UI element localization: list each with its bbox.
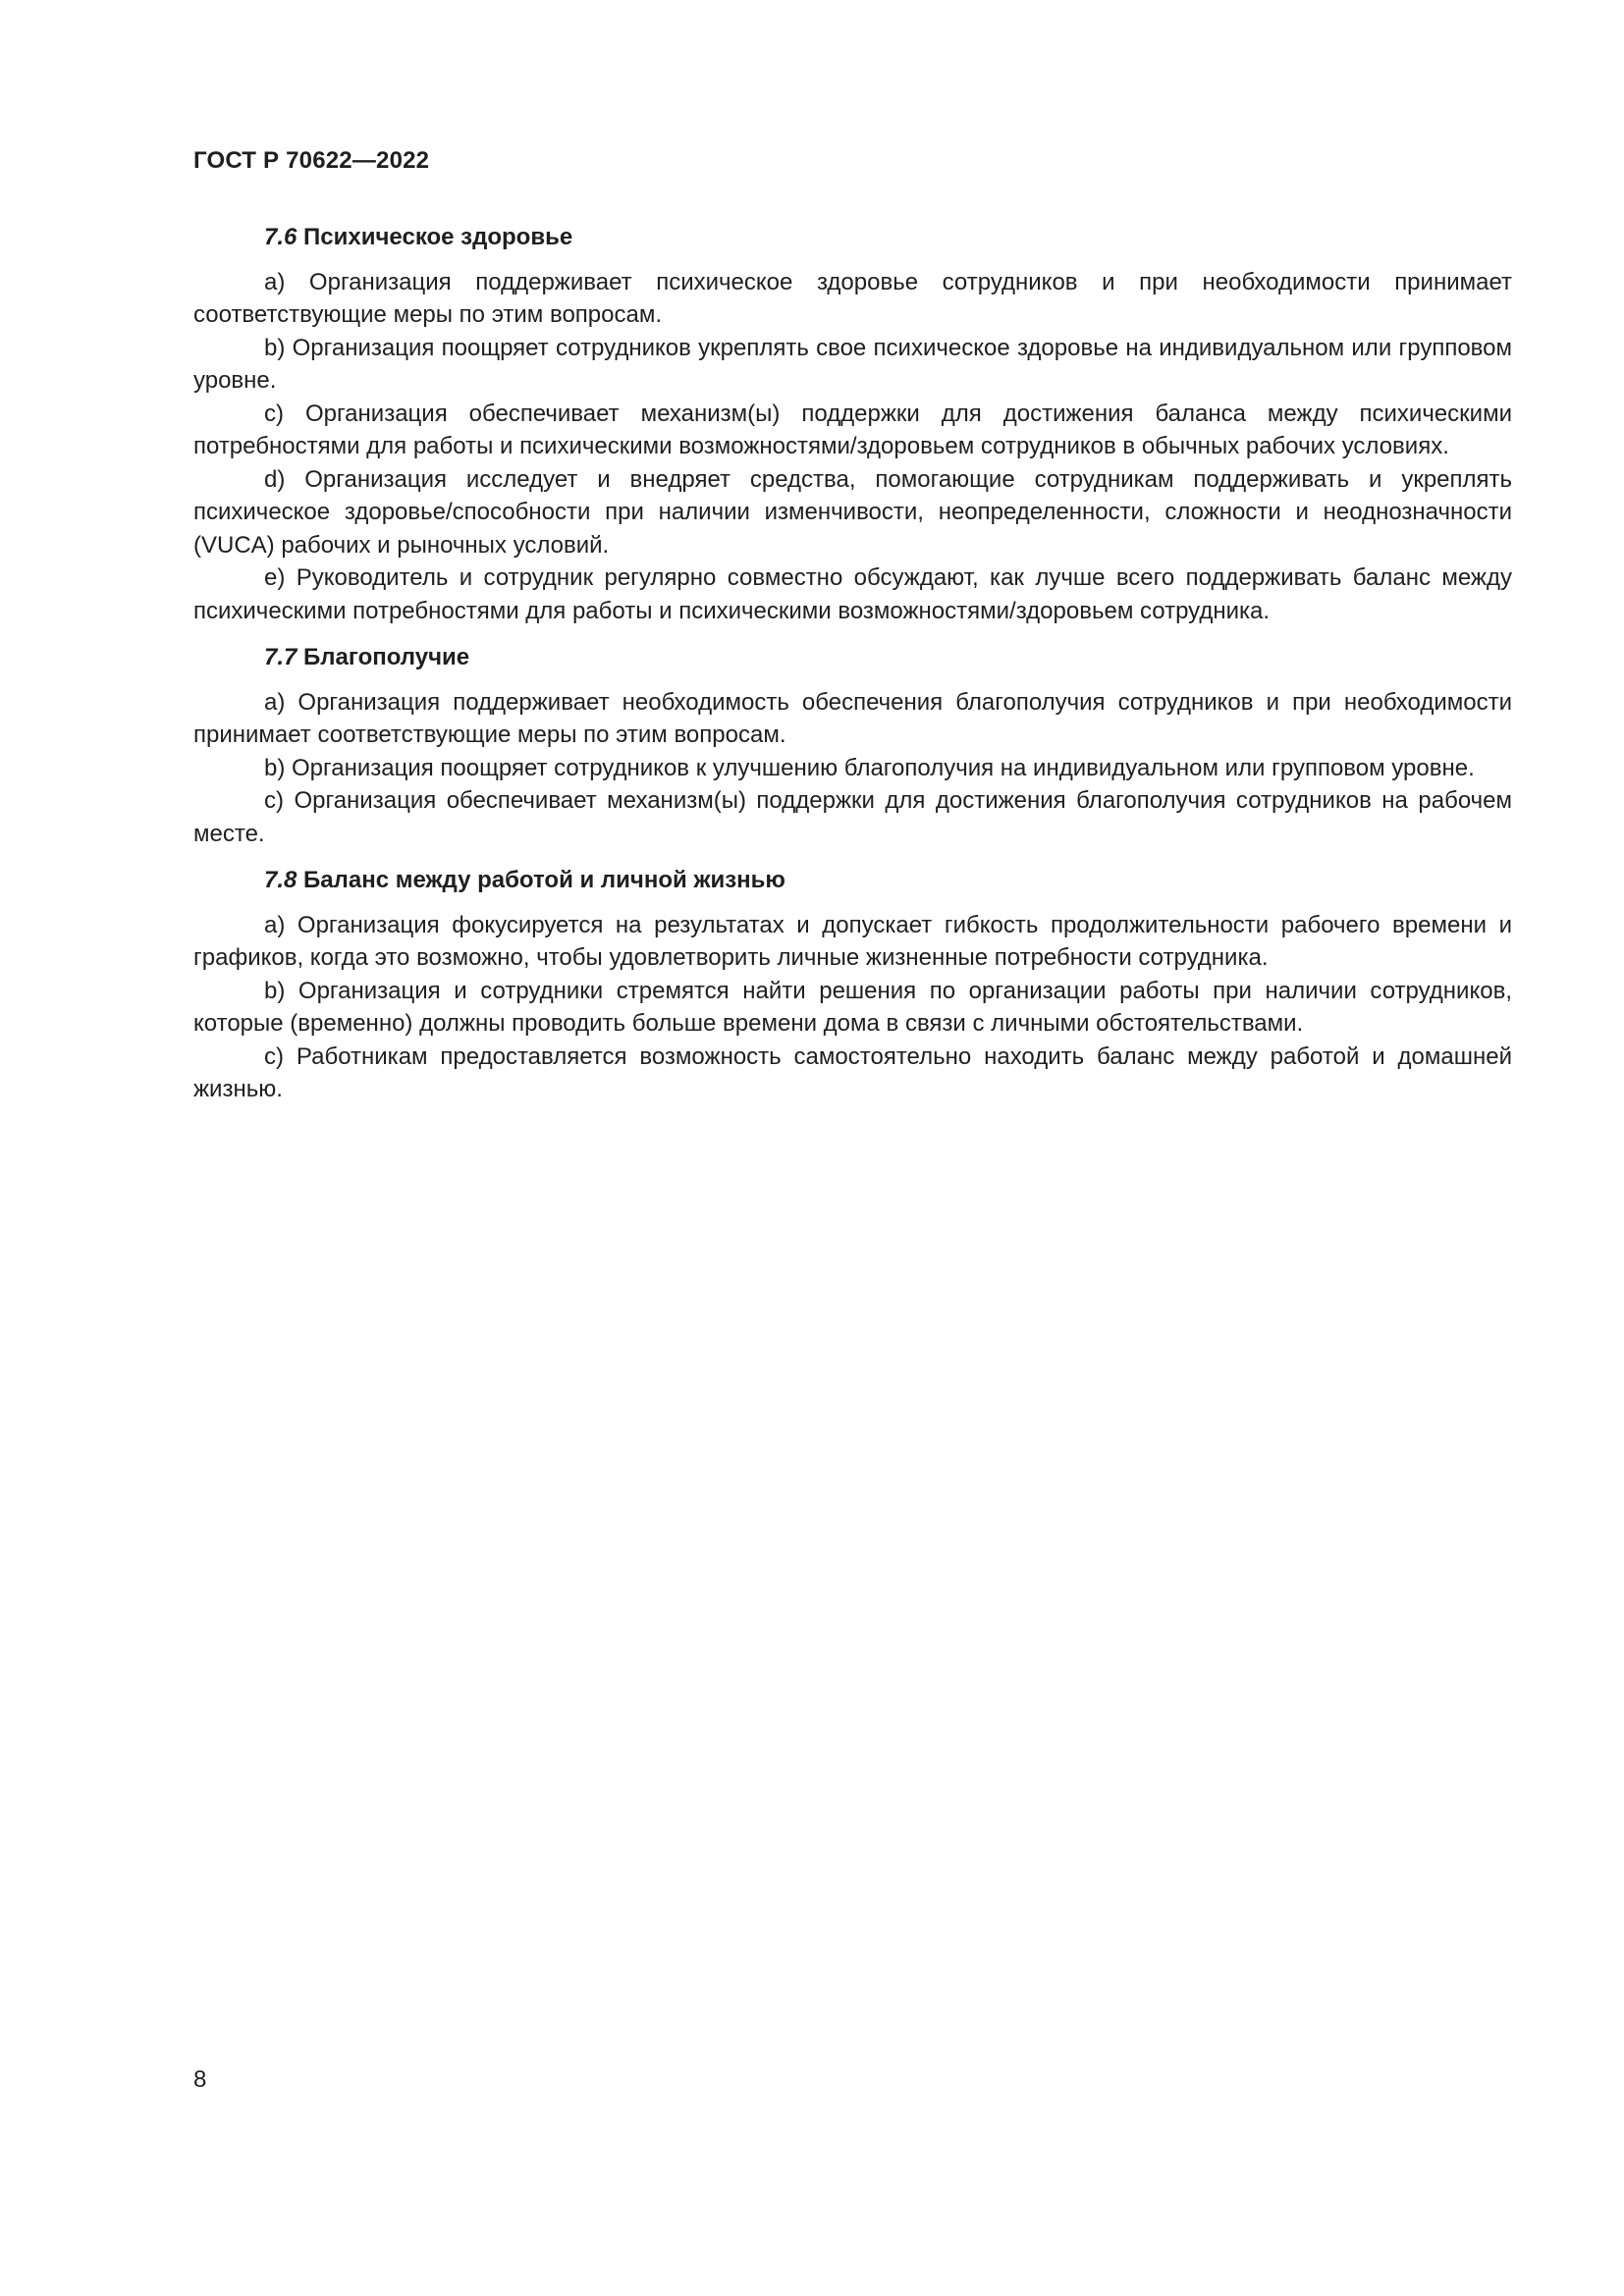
section-heading	[193, 864, 1512, 897]
section-title: Баланс между работой и личной жизнью	[303, 867, 785, 893]
section-heading	[193, 221, 1512, 254]
section-number: 7.6	[264, 224, 298, 250]
section-heading	[193, 641, 1512, 674]
paragraph: а) Организация поддерживает необходимость обеспечения благополучия сотрудников и при необходимости принимает соответствующие меры по этим вопросам.	[193, 688, 1512, 748]
paragraph: с) Работникам предоставляется возможность самостоятельно находить баланс между работой и домашней жизнью.	[193, 1042, 1512, 1102]
section-title: Благополучие	[303, 644, 470, 670]
page-number: 8	[193, 2066, 207, 2093]
paragraph: b) Организация и сотрудники стремятся найти решения по организации работы при наличии сотрудников, которые (временно) должны проводить больше времени дома в связи с личными обстоятельствами.	[193, 977, 1512, 1037]
section-7-7	[193, 641, 1512, 850]
section-7-6	[193, 221, 1512, 627]
section-title: Психическое здоровье	[303, 224, 573, 250]
paragraph: b) Организация поощряет сотрудников к улучшению благополучия на индивидуальном или групповом уровне.	[264, 754, 1475, 781]
paragraph: с) Организация обеспечивает механизм(ы) поддержки для достижения баланса между психическими потребностями для работы и психическими возможностями/здоровьем сотрудников в обычных рабочих условиях.	[193, 400, 1512, 459]
section-number: 7.7	[264, 644, 298, 670]
section-7-8	[193, 864, 1512, 1106]
paragraph: а) Организация поддерживает психическое здоровье сотрудников и при необходимости принимает соответствующие меры по этим вопросам.	[193, 268, 1512, 328]
paragraph: с) Организация обеспечивает механизм(ы) поддержки для достижения благополучия сотрудников на рабочем месте.	[193, 787, 1512, 847]
document-code-header: ГОСТ Р 70622—2022	[193, 147, 430, 174]
document-body	[193, 221, 1512, 1106]
paragraph: а) Организация фокусируется на результатах и допускает гибкость продолжительности рабочего времени и графиков, когда это возможно, чтобы удовлетворить личные жизненные потребности сотрудника.	[193, 911, 1512, 971]
section-number: 7.8	[264, 867, 298, 893]
paragraph: b) Организация поощряет сотрудников укреплять свое психическое здоровье на индивидуальном или групповом уровне.	[193, 334, 1512, 394]
paragraph: d) Организация исследует и внедряет средства, помогающие сотрудникам поддерживать и укреплять психическое здоровье/способности при наличии изменчивости, неопределенности, сложности и неоднозначности (VUCA) рабочих и рыночных условий.	[193, 465, 1512, 559]
paragraph: е) Руководитель и сотрудник регулярно совместно обсуждают, как лучше всего поддерживать баланс между психическими потребностями для работы и психическими возможностями/здоровьем сотрудника.	[193, 564, 1512, 624]
